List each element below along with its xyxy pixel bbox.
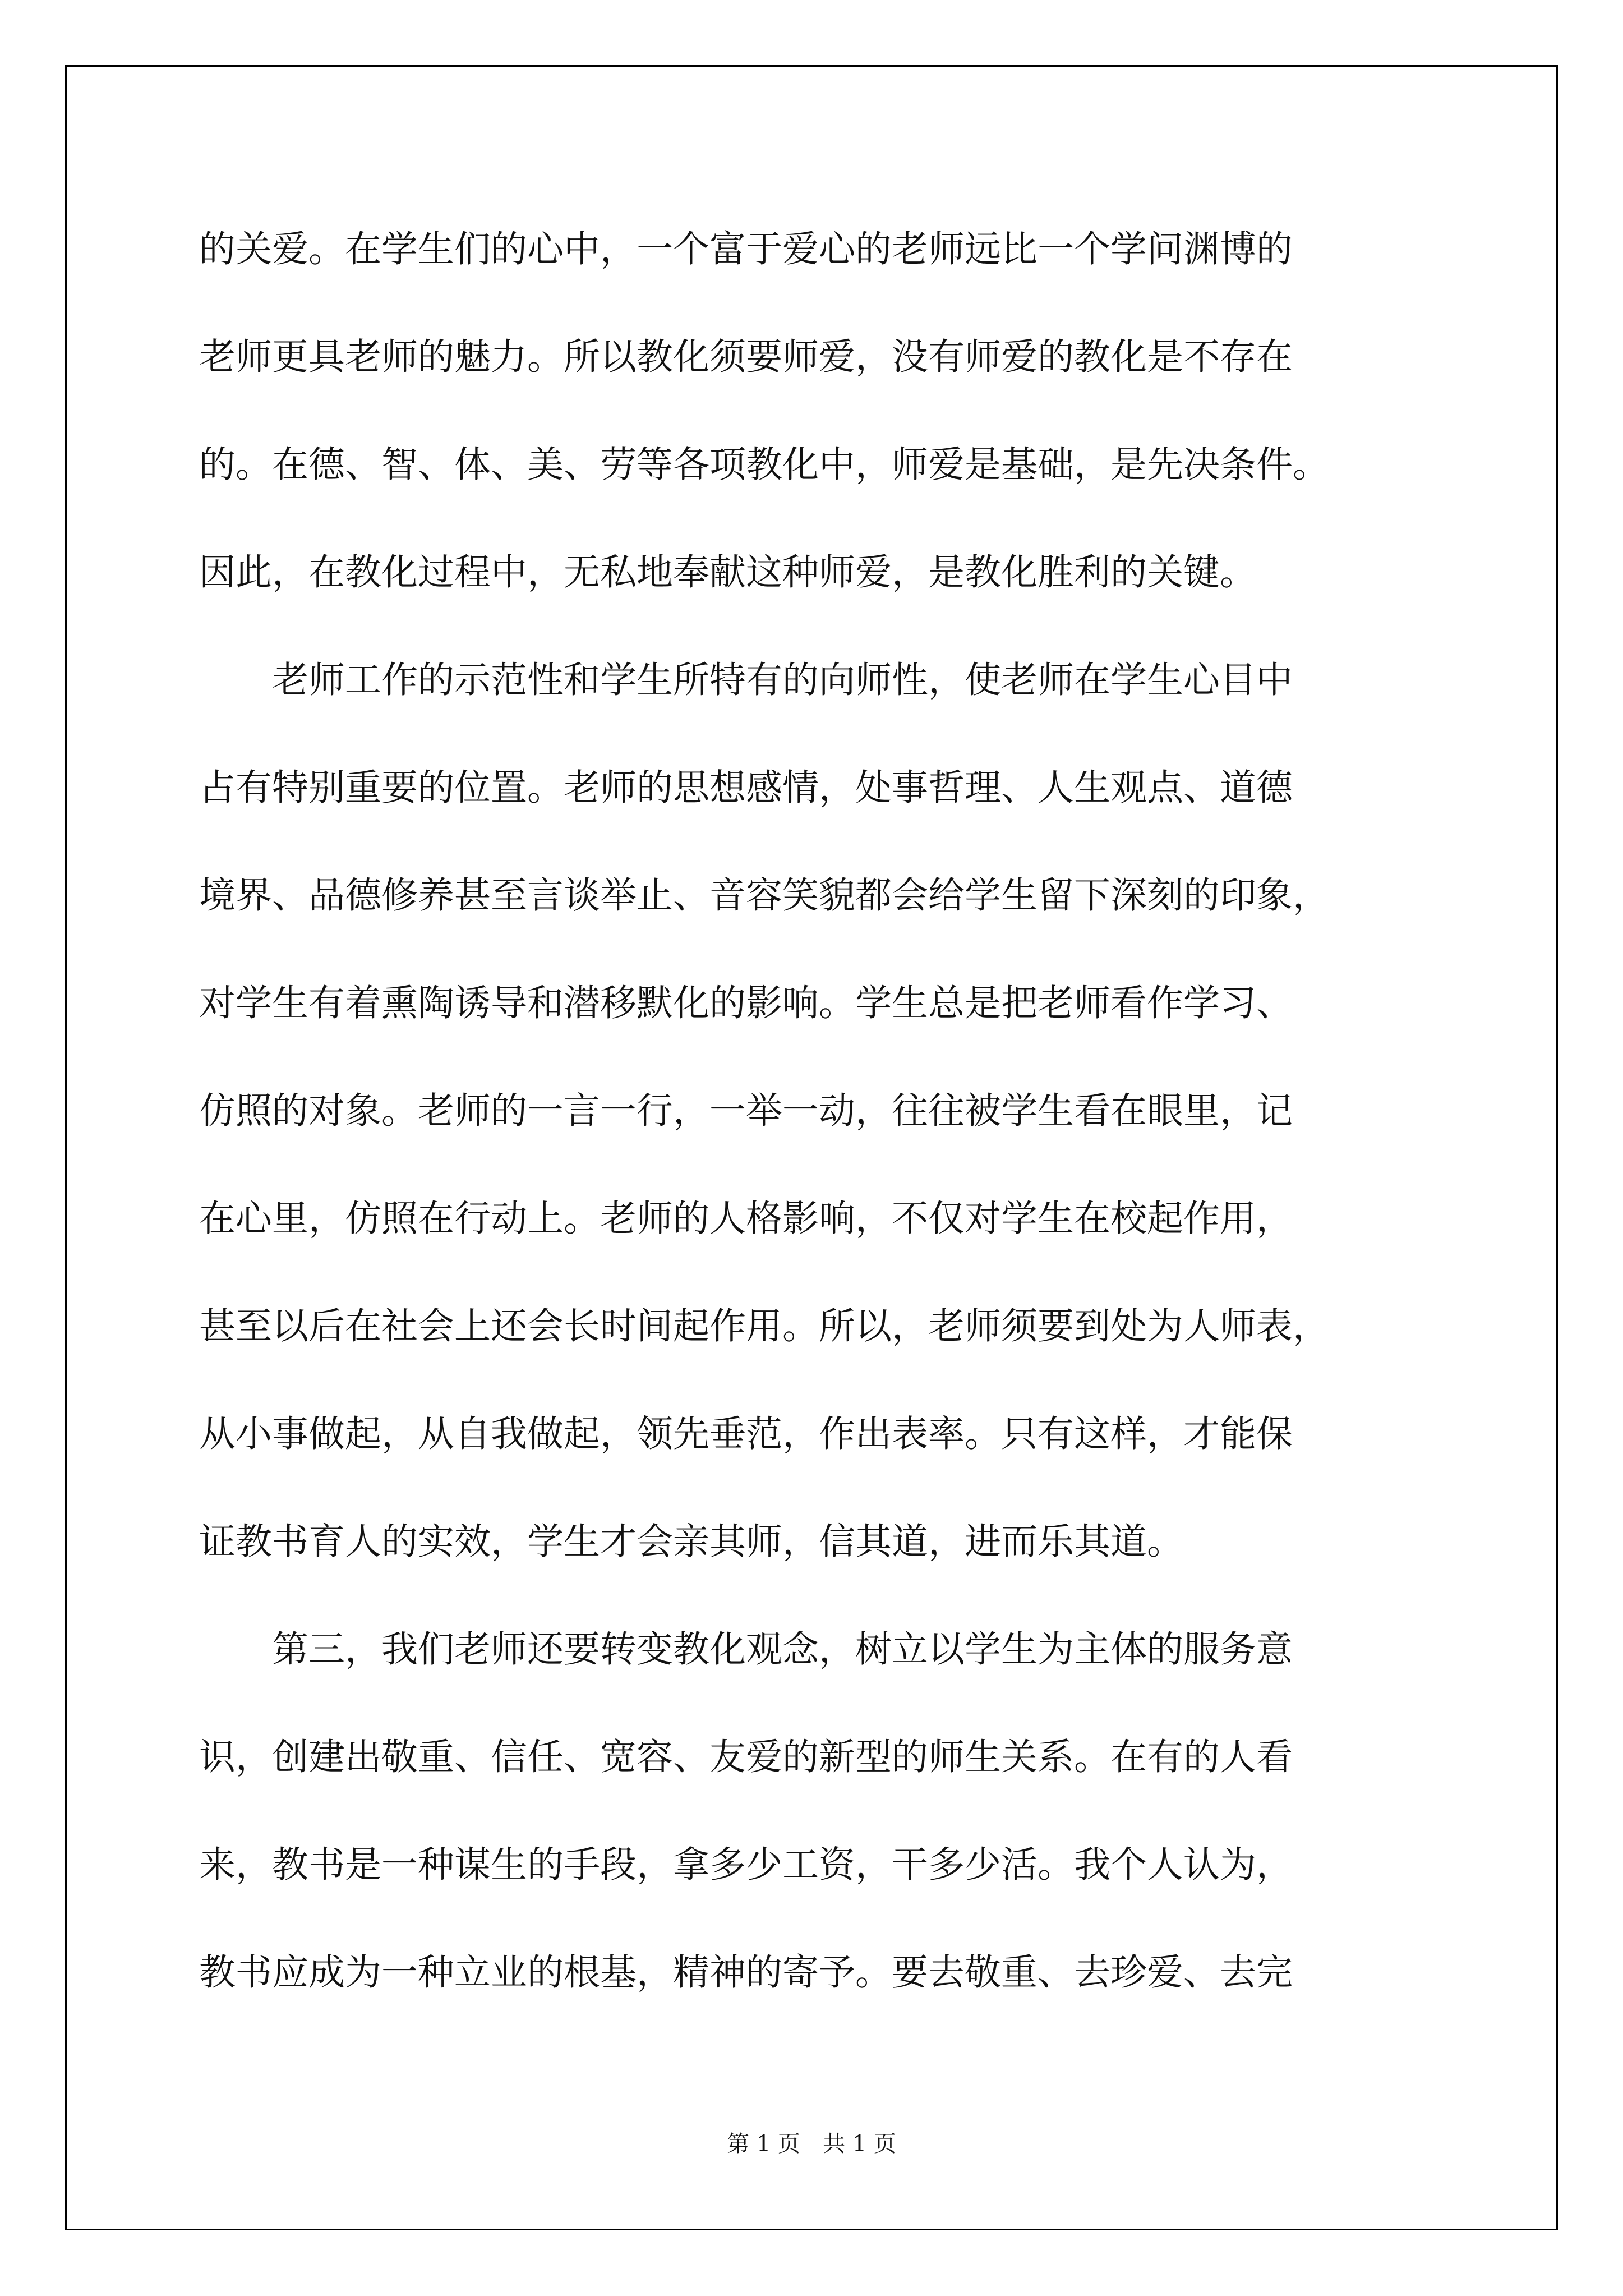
text-line: 识，创建出敬重、信任、宽容、友爱的新型的师生关系。在有的人看 (199, 1736, 1293, 1778)
text-line: 老师工作的示范性和学生所特有的向师性，使老师在学生心目中 (199, 659, 1293, 701)
page-footer: 第 1 页 共 1 页 (727, 2131, 896, 2157)
text-line: 的关爱。在学生们的心中，一个富于爱心的老师远比一个学问渊博的 (199, 228, 1293, 270)
text-line: 对学生有着熏陶诱导和潜移默化的影响。学生总是把老师看作学习、 (199, 982, 1293, 1024)
text-line: 的。在德、智、体、美、劳等各项教化中，师爱是基础，是先决条件。 (199, 444, 1330, 486)
text-line: 第三，我们老师还要转变教化观念，树立以学生为主体的服务意 (199, 1628, 1293, 1671)
text-line: 从小事做起，从自我做起，领先垂范，作出表率。只有这样，才能保 (199, 1413, 1293, 1455)
text-line: 占有特别重要的位置。老师的思想感情，处事哲理、人生观点、道德 (199, 767, 1293, 809)
text-line: 老师更具老师的魅力。所以教化须要师爱，没有师爱的教化是不存在 (199, 336, 1293, 378)
page-border (65, 65, 1558, 2230)
text-line: 境界、品德修养甚至言谈举止、音容笑貌都会给学生留下深刻的印象， (199, 875, 1330, 917)
text-line: 仿照的对象。老师的一言一行，一举一动，往往被学生看在眼里，记 (199, 1090, 1293, 1132)
text-line: 在心里，仿照在行动上。老师的人格影响，不仅对学生在校起作用， (199, 1198, 1293, 1240)
text-line: 因此，在教化过程中，无私地奉献这种师爱，是教化胜利的关键。 (199, 551, 1257, 593)
text-line: 教书应成为一种立业的根基，精神的寄予。要去敬重、去珍爱、去完 (199, 1952, 1293, 1994)
text-line: 证教书育人的实效，学生才会亲其师，信其道，进而乐其道。 (199, 1521, 1184, 1563)
text-line: 甚至以后在社会上还会长时间起作用。所以，老师须要到处为人师表， (199, 1305, 1330, 1347)
text-line: 来，教书是一种谋生的手段，拿多少工资，干多少活。我个人认为， (199, 1844, 1293, 1886)
